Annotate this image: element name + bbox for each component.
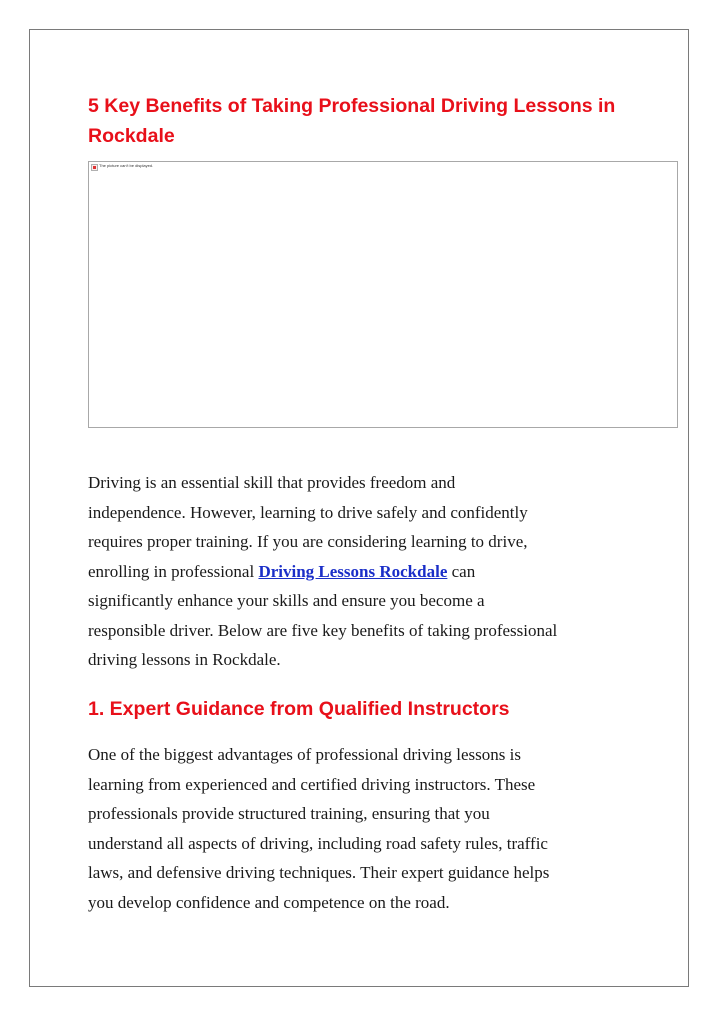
intro-text-after-link: can bbox=[447, 561, 476, 581]
driving-lessons-rockdale-link[interactable]: Driving Lessons Rockdale bbox=[258, 561, 448, 581]
image-placeholder bbox=[88, 161, 678, 428]
broken-image-icon bbox=[91, 164, 98, 171]
section-1-line: you develop confidence and competence on the road. bbox=[88, 892, 450, 912]
section-1-line: learning from experienced and certified driving instructors. These bbox=[88, 774, 536, 794]
section-1-line: professionals provide structured training, ensuring that you bbox=[88, 804, 490, 823]
document-title: 5 Key Benefits of Taking Professional Driving Lessons in Rockdale bbox=[88, 95, 616, 147]
intro-line: responsible driver. Below are five key benefits of taking professional bbox=[88, 620, 558, 640]
intro-paragraph bbox=[88, 468, 638, 675]
document-page bbox=[29, 29, 689, 987]
intro-line: independence. However, learning to drive safely and confidently bbox=[88, 502, 528, 522]
section-1-line: understand all aspects of driving, including road safety rules, traffic bbox=[88, 833, 548, 853]
image-alt-text: The picture can't be displayed. bbox=[99, 163, 154, 168]
section-1-line: laws, and defensive driving techniques. Their expert guidance helps bbox=[88, 863, 550, 882]
intro-line: requires proper training. If you are considering learning to drive, bbox=[88, 532, 528, 551]
intro-line: significantly enhance your skills and ensure you become a bbox=[88, 591, 485, 610]
intro-text-before-link: enrolling in professional bbox=[88, 561, 259, 581]
section-1-line: One of the biggest advantages of professional driving lessons is bbox=[88, 745, 521, 764]
intro-line: Driving is an essential skill that provides freedom and bbox=[88, 473, 456, 492]
section-heading-expert-guidance: 1. Expert Guidance from Qualified Instructors bbox=[88, 698, 510, 720]
intro-line: driving lessons in Rockdale. bbox=[88, 650, 281, 669]
section-1-paragraph bbox=[88, 740, 633, 917]
intro-line-with-link bbox=[88, 557, 638, 587]
